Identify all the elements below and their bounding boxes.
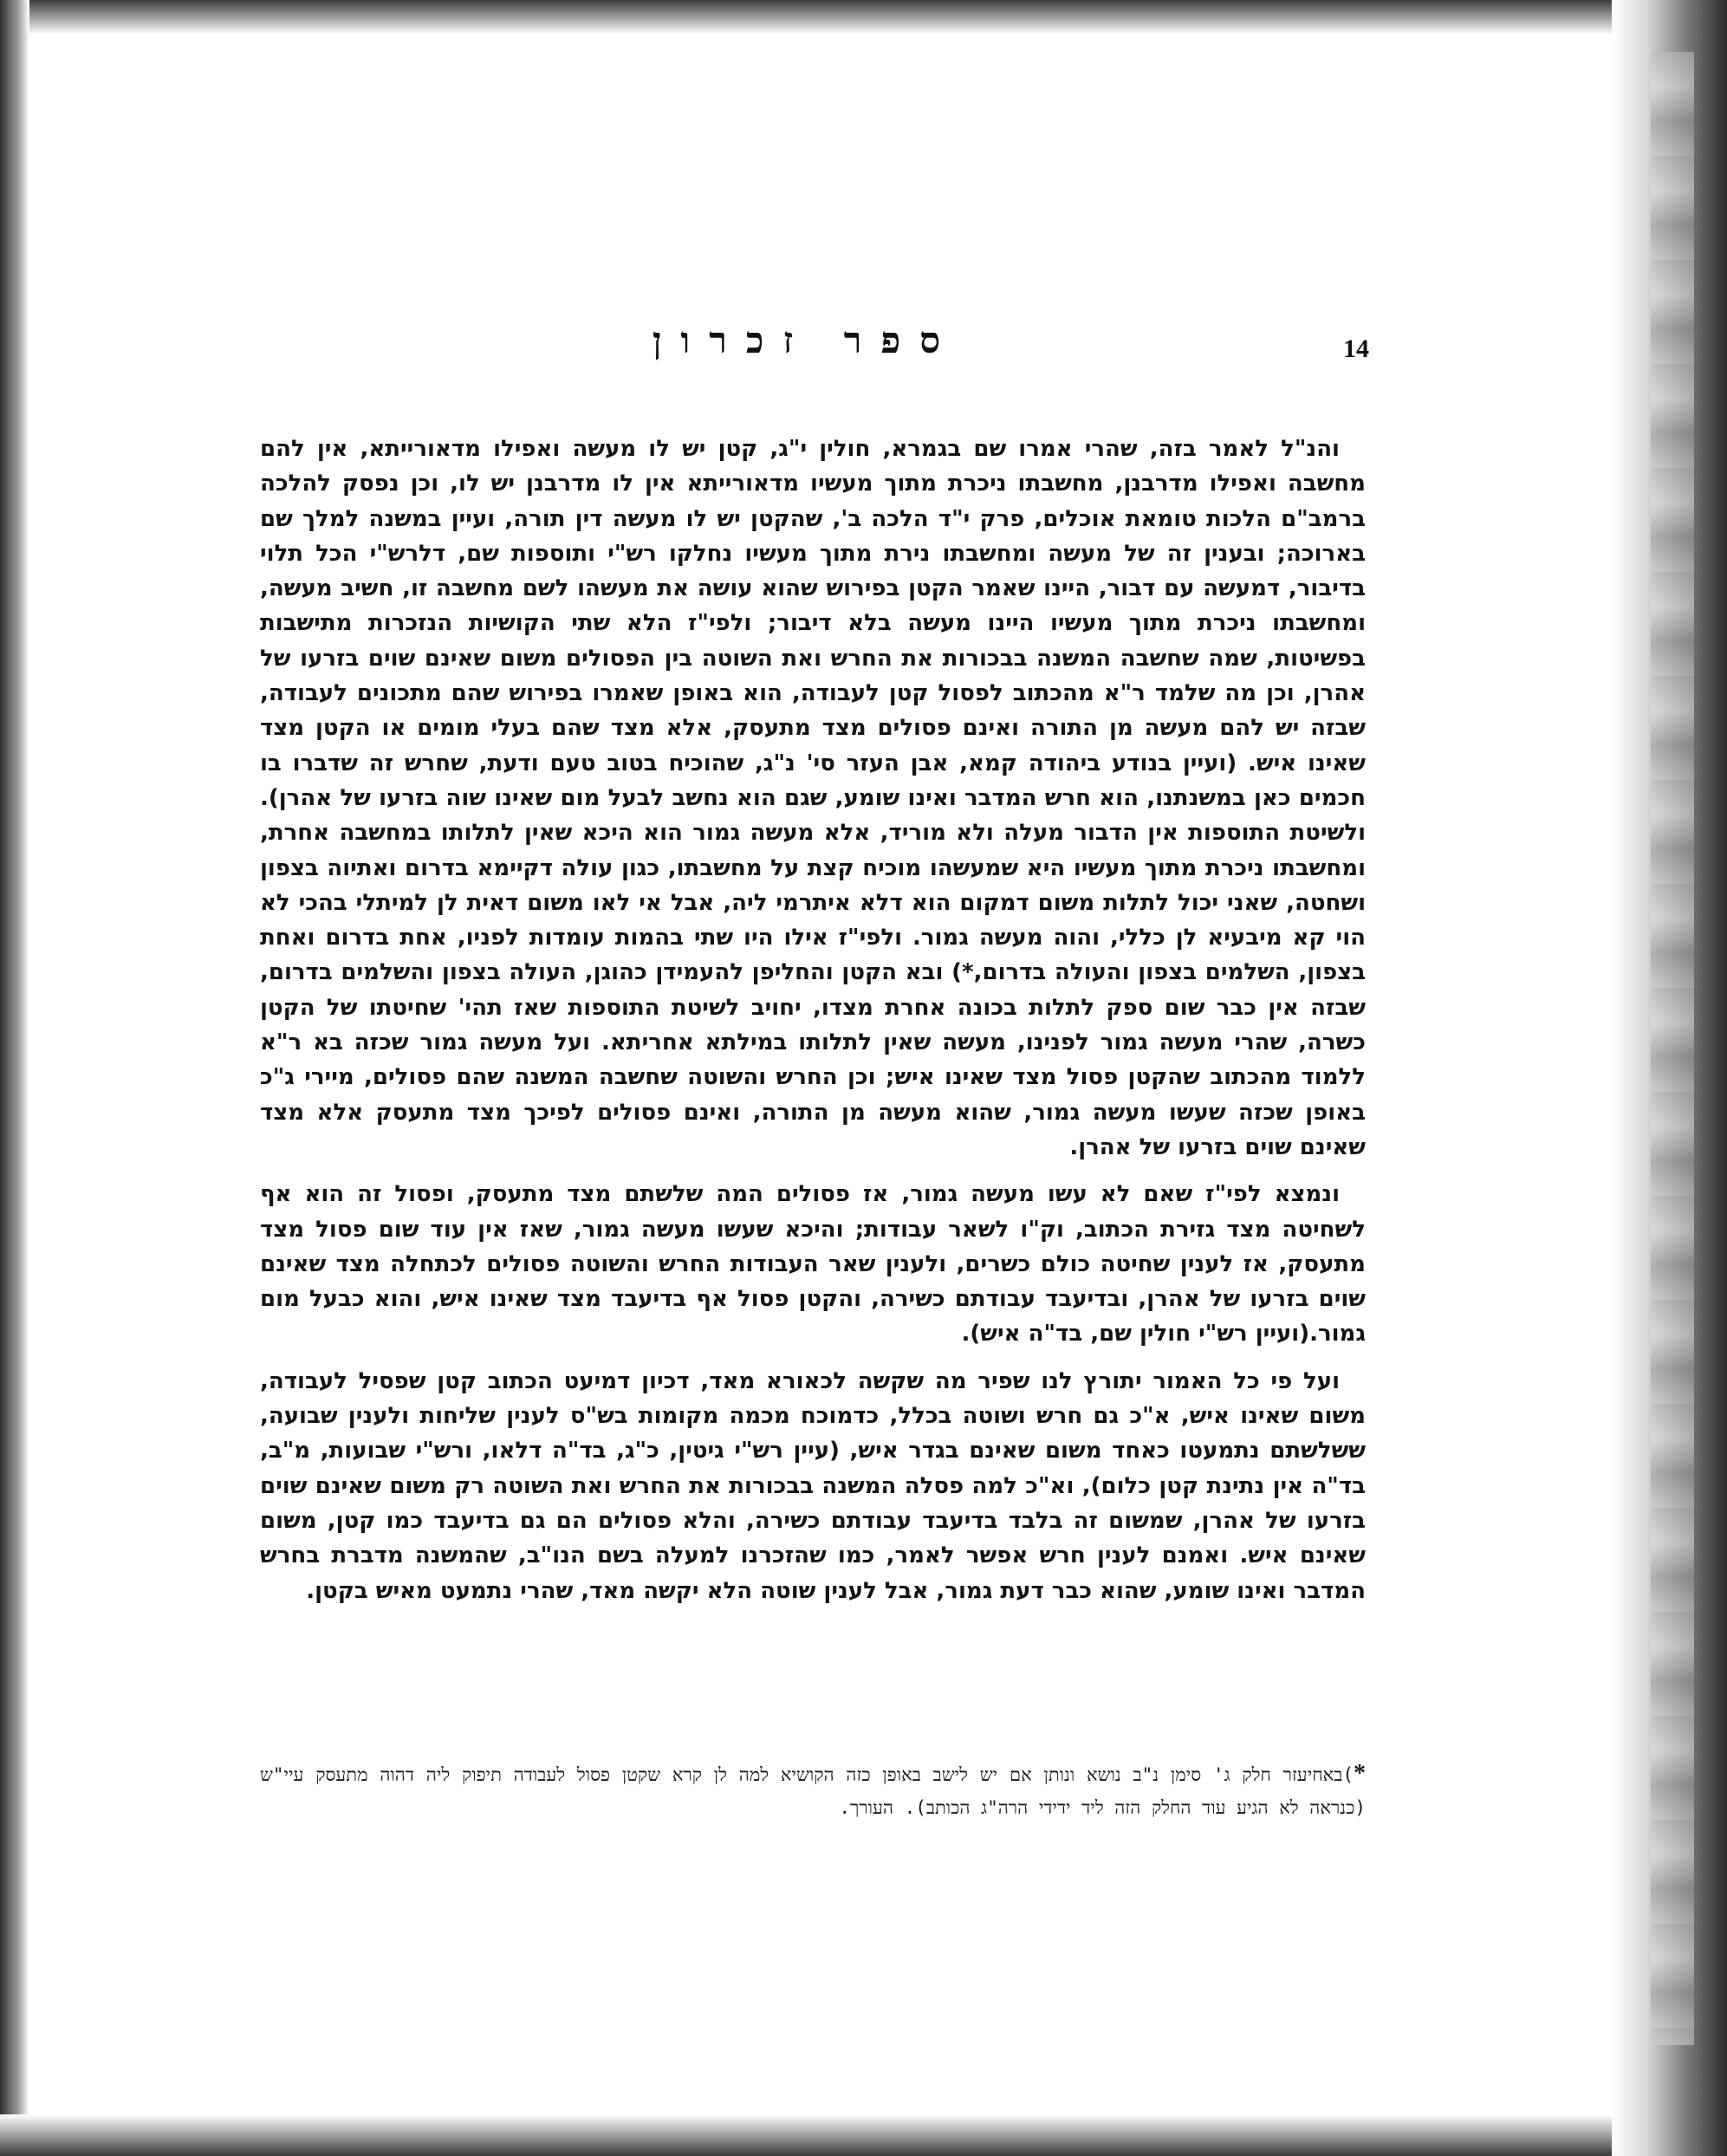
footnote-marker: * xyxy=(1354,1760,1366,1787)
page-number: 14 xyxy=(1343,334,1369,363)
page-header xyxy=(260,319,1369,371)
paragraph-3: ועל פי כל האמור יתורץ לנו שפיר מה שקשה לכאורא מאד, דכיון דמיעט הכתוב קטן שפסיל לעבודה, משום שאינו איש, א"כ גם חרש ושוטה בכלל, כדמוכח מכמה מקומות בש"ס לענין שליחות ולענין שבועה, ששלשתם נתמעטו כאחד משום שאינם בגדר איש, (עיין רש"י גיטין, כ"ג, בד"ה דלאו, ורש"י שבועות, מ"ב, בד"ה אין נתינת קטן כלום), וא"כ למה פסלה המשנה בבכורות את החרש ואת השוטה רק משום שאינם שוים בזרעו של אהרן, שמשום זה בלבד בדיעבד עבודתם כשירה, והלא פסולים הם גם בדיעבד כמו קטן, משום שאינם איש. ואמנם לענין חרש אפשר לאמר, כמו שהזכרנו למעלה בשם הנו"ב, שהמשנה מדברת בחרש המדבר ואינו שומע, שהוא כבר דעת גמור, אבל לענין שוטה הלא יקשה מאד, שהרי נתמעט מאיש בקטן. xyxy=(260,1367,1366,1604)
footnote xyxy=(260,1757,1366,1824)
scan-edge-bottom xyxy=(0,2114,1727,2156)
scan-edge-top xyxy=(0,0,1727,35)
scan-edge-right-fold xyxy=(1651,52,1694,2045)
paragraph-2: ונמצא לפי"ז שאם לא עשו מעשה גמור, אז פסולים המה שלשתם מצד מתעסק, ופסול זה הוא אף לשחיטה מצד גזירת הכתוב, וק"ו לשאר עבודות; והיכא שעשו מעשה גמור, שאז אין עוד שום פסול מצד מתעסק, אז לענין שחיטה כולם כשרים, ולענין שאר העבודות החרש והשוטה פסולים לכתחלה מצד שאינם שוים בזרעו של אהרן, ובדיעבד עבודתם כשירה, והקטן פסול אף בדיעבד מצד שאינו איש, והוא כבעל מום גמור.(ועיין רש"י חולין שם, בד"ה איש). xyxy=(260,1181,1366,1348)
footnote-text: )באחיעזר חלק ג' סימן נ"ב נושא ונותן אם יש לישב באופן כזה הקושיא למה לן קרא שקטן פסול לעבודה תיפוק ליה דהוה מתעסק עיי"ש (כנראה לא הגיע עוד החלק הזה ליד ידידי הרה"ג הכותב). העורך. xyxy=(260,1764,1366,1818)
scan-edge-left xyxy=(0,0,29,2156)
running-title: ספר זכרון xyxy=(652,319,960,361)
paragraph-1: והנ"ל לאמר בזה, שהרי אמרו שם בגמרא, חולין י"ג, קטן יש לו מעשה ואפילו מדאורייתא, אין להם מחשבה ואפילו מדרבנן, מחשבתו ניכרת מתוך מעשיו מדאורייתא אין לו מדרבנן יש לו, וכן נפסק להלכה ברמב"ם הלכות טומאת אוכלים, פרק י"ד הלכה ב', שהקטן יש לו מעשה דין תורה, ועיין במשנה למלך שם בארוכה; ובענין זה של מעשה ומחשבתו נירת מתוך מעשיו נחלקו רש"י ותוספות שם, דלרש"י הכל תלוי בדיבור, דמעשה עם דבור, היינו שאמר הקטן בפירוש שהוא עושה את מעשהו לשם מחשבה זו, חשיב מעשה, ומחשבתו ניכרת מתוך מעשיו היינו מעשה בלא דיבור; ולפי"ז הלא שתי הקושיות הנזכרות מתישבות בפשיטות, שמה שחשבה המשנה בבכורות את החרש ואת השוטה בין הפסולים משום שאינם שוים בזרעו של אהרן, וכן מה שלמד ר"א מהכתוב לפסול קטן לעבודה, הוא באופן שאמרו בפירוש שהם מתכונים לעבודה, שבזה יש להם מעשה מן התורה ואינם פסולים מצד מתעסק, אלא מצד שהם בעלי מומים או הקטן מצד שאינו איש. (ועיין בנודע ביהודה קמא, אבן העזר סי' נ"ג, שהוכיח בטוב טעם ודעת, שחרש זה שדברו בו חכמים כאן במשנתנו, הוא חרש המדבר ואינו שומע, שגם הוא נחשב לבעל מום שאינו שוה בזרעו של אהרן). ולשיטת התוספות אין הדבור מעלה ולא מוריד, אלא מעשה גמור הוא היכא שאין לתלותו במחשבה אחרת, ומחשבתו ניכרת מתוך מעשיו היא שמעשהו מוכיח קצת על מחשבתו, כגון עולה דקיימא בדרום ואתיוה בצפון ושחטה, שאני יכול לתלות משום דמקום הוא דלא איתרמי ליה, אבל אי לאו משום דאית לן למיתלי בהכי לא הוי קא מיבעיא לן כללי, והוה מעשה גמור. ולפי"ז אילו היו שתי בהמות עומדות לפניו, אחת בדרום ואחת בצפון, השלמים בצפון והעולה בדרום,*) ובא הקטן והחליפן להעמידן כהוגן, העולה בצפון והשלמים בדרום, שבזה אין כבר שום ספק לתלות בכונה אחרת מצדו, יחויב לשיטת התוספות שאז תהי' שחיטתו של הקטן כשרה, שהרי מעשה גמור לפנינו, מעשה שאין לתלותו במילתא אחריתא. ועל מעשה גמור שכזה בא ר"א ללמוד מהכתוב שהקטן פסול מצד שאינו איש; וכן החרש והשוטה שחשבה המשנה שהם פסולים, מיירי ג"כ באופן שכזה שעשו מעשה גמור, שהוא מעשה מן התורה, ואינם פסולים לפיכך מצד מתעסק אלא מצד שאינם שוים בזרעו של אהרן. xyxy=(260,436,1366,1160)
body-text xyxy=(260,432,1366,1620)
